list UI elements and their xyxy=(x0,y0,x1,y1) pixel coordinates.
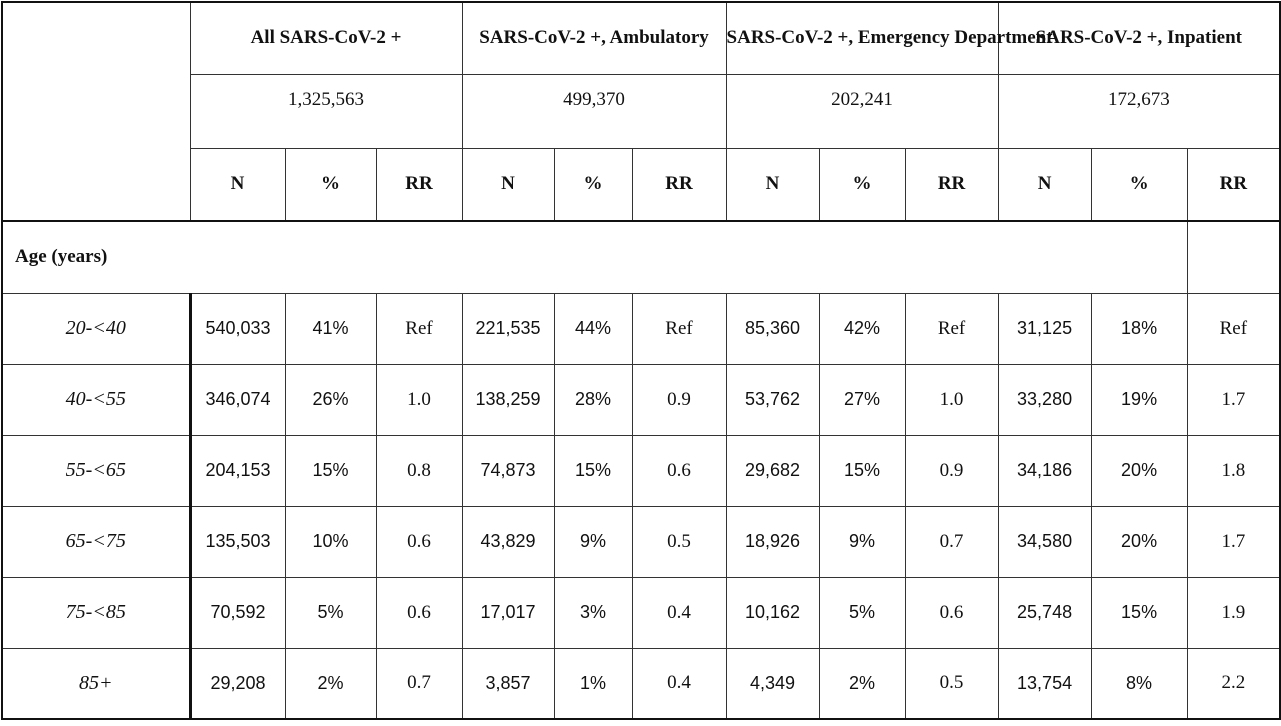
age-group-label: 75-<85 xyxy=(2,577,190,648)
group-header-ambulatory: SARS-CoV-2 +, Ambulatory xyxy=(462,2,726,74)
group-header-row xyxy=(2,2,1280,74)
total-emergency: 202,241 xyxy=(726,74,998,148)
count-cell: 29,682 xyxy=(726,435,819,506)
subheader-pct: % xyxy=(1091,148,1187,221)
data-rows xyxy=(2,293,1280,719)
subheader-rr: RR xyxy=(632,148,726,221)
subheader-rr: RR xyxy=(376,148,462,221)
rr-cell: 1.7 xyxy=(1187,506,1280,577)
percent-cell: 20% xyxy=(1091,435,1187,506)
count-cell: 43,829 xyxy=(462,506,554,577)
percent-cell: 1% xyxy=(554,648,632,719)
section-spacer xyxy=(1187,221,1280,293)
corner-cell xyxy=(2,2,190,221)
rr-cell: 1.7 xyxy=(1187,364,1280,435)
subheader-rr: RR xyxy=(1187,148,1280,221)
percent-cell: 41% xyxy=(285,293,376,364)
count-cell: 74,873 xyxy=(462,435,554,506)
count-cell: 33,280 xyxy=(998,364,1091,435)
age-group-label: 20-<40 xyxy=(2,293,190,364)
rr-cell: 0.6 xyxy=(376,577,462,648)
percent-cell: 8% xyxy=(1091,648,1187,719)
group-header-inpatient: SARS-CoV-2 +, Inpatient xyxy=(998,2,1280,74)
rr-cell: 0.6 xyxy=(632,435,726,506)
subheader-row xyxy=(2,148,1280,221)
count-cell: 25,748 xyxy=(998,577,1091,648)
count-cell: 70,592 xyxy=(190,577,285,648)
subheader-n: N xyxy=(726,148,819,221)
rr-cell: 1.9 xyxy=(1187,577,1280,648)
group-header-emergency: SARS-CoV-2 +, Emergency Department xyxy=(726,2,998,74)
totals-row xyxy=(2,74,1280,148)
count-cell: 540,033 xyxy=(190,293,285,364)
rr-cell: 1.0 xyxy=(376,364,462,435)
rr-cell: 0.8 xyxy=(376,435,462,506)
age-group-label: 40-<55 xyxy=(2,364,190,435)
subheader-pct: % xyxy=(285,148,376,221)
count-cell: 85,360 xyxy=(726,293,819,364)
subheader-n: N xyxy=(998,148,1091,221)
percent-cell: 15% xyxy=(1091,577,1187,648)
percent-cell: 18% xyxy=(1091,293,1187,364)
table-row xyxy=(2,435,1280,506)
rr-cell: 1.8 xyxy=(1187,435,1280,506)
percent-cell: 26% xyxy=(285,364,376,435)
percent-cell: 27% xyxy=(819,364,905,435)
subheader-n: N xyxy=(190,148,285,221)
rr-cell: 0.7 xyxy=(905,506,998,577)
table-row xyxy=(2,506,1280,577)
rr-cell: 0.4 xyxy=(632,577,726,648)
percent-cell: 10% xyxy=(285,506,376,577)
section-label: Age (years) xyxy=(2,221,1187,293)
percent-cell: 5% xyxy=(285,577,376,648)
rr-cell: 0.9 xyxy=(905,435,998,506)
count-cell: 34,580 xyxy=(998,506,1091,577)
count-cell: 3,857 xyxy=(462,648,554,719)
rr-cell: 0.4 xyxy=(632,648,726,719)
rr-cell: 0.9 xyxy=(632,364,726,435)
rr-cell: Ref xyxy=(632,293,726,364)
count-cell: 18,926 xyxy=(726,506,819,577)
percent-cell: 5% xyxy=(819,577,905,648)
count-cell: 138,259 xyxy=(462,364,554,435)
rr-cell: Ref xyxy=(905,293,998,364)
count-cell: 31,125 xyxy=(998,293,1091,364)
table-row xyxy=(2,577,1280,648)
rr-cell: 0.6 xyxy=(376,506,462,577)
percent-cell: 2% xyxy=(285,648,376,719)
count-cell: 4,349 xyxy=(726,648,819,719)
percent-cell: 2% xyxy=(819,648,905,719)
age-group-label: 85+ xyxy=(2,648,190,719)
rr-cell: 2.2 xyxy=(1187,648,1280,719)
count-cell: 346,074 xyxy=(190,364,285,435)
percent-cell: 3% xyxy=(554,577,632,648)
count-cell: 135,503 xyxy=(190,506,285,577)
count-cell: 10,162 xyxy=(726,577,819,648)
subheader-pct: % xyxy=(819,148,905,221)
subheader-rr: RR xyxy=(905,148,998,221)
subheader-n: N xyxy=(462,148,554,221)
table-row xyxy=(2,293,1280,364)
age-group-label: 55-<65 xyxy=(2,435,190,506)
rr-cell: Ref xyxy=(1187,293,1280,364)
table-row xyxy=(2,364,1280,435)
percent-cell: 42% xyxy=(819,293,905,364)
count-cell: 221,535 xyxy=(462,293,554,364)
rr-cell: 0.5 xyxy=(632,506,726,577)
percent-cell: 15% xyxy=(554,435,632,506)
rr-cell: 0.5 xyxy=(905,648,998,719)
table-row xyxy=(2,648,1280,719)
percent-cell: 9% xyxy=(819,506,905,577)
group-header-all: All SARS-CoV-2 + xyxy=(190,2,462,74)
rr-cell: Ref xyxy=(376,293,462,364)
rr-cell: 1.0 xyxy=(905,364,998,435)
rr-age-table xyxy=(1,1,1281,720)
percent-cell: 15% xyxy=(819,435,905,506)
percent-cell: 28% xyxy=(554,364,632,435)
count-cell: 34,186 xyxy=(998,435,1091,506)
percent-cell: 9% xyxy=(554,506,632,577)
percent-cell: 20% xyxy=(1091,506,1187,577)
rr-cell: 0.6 xyxy=(905,577,998,648)
age-group-label: 65-<75 xyxy=(2,506,190,577)
total-inpatient: 172,673 xyxy=(998,74,1280,148)
count-cell: 13,754 xyxy=(998,648,1091,719)
total-all: 1,325,563 xyxy=(190,74,462,148)
count-cell: 53,762 xyxy=(726,364,819,435)
count-cell: 17,017 xyxy=(462,577,554,648)
total-ambulatory: 499,370 xyxy=(462,74,726,148)
count-cell: 29,208 xyxy=(190,648,285,719)
subheader-pct: % xyxy=(554,148,632,221)
count-cell: 204,153 xyxy=(190,435,285,506)
section-row xyxy=(2,221,1280,293)
percent-cell: 15% xyxy=(285,435,376,506)
rr-cell: 0.7 xyxy=(376,648,462,719)
percent-cell: 44% xyxy=(554,293,632,364)
percent-cell: 19% xyxy=(1091,364,1187,435)
